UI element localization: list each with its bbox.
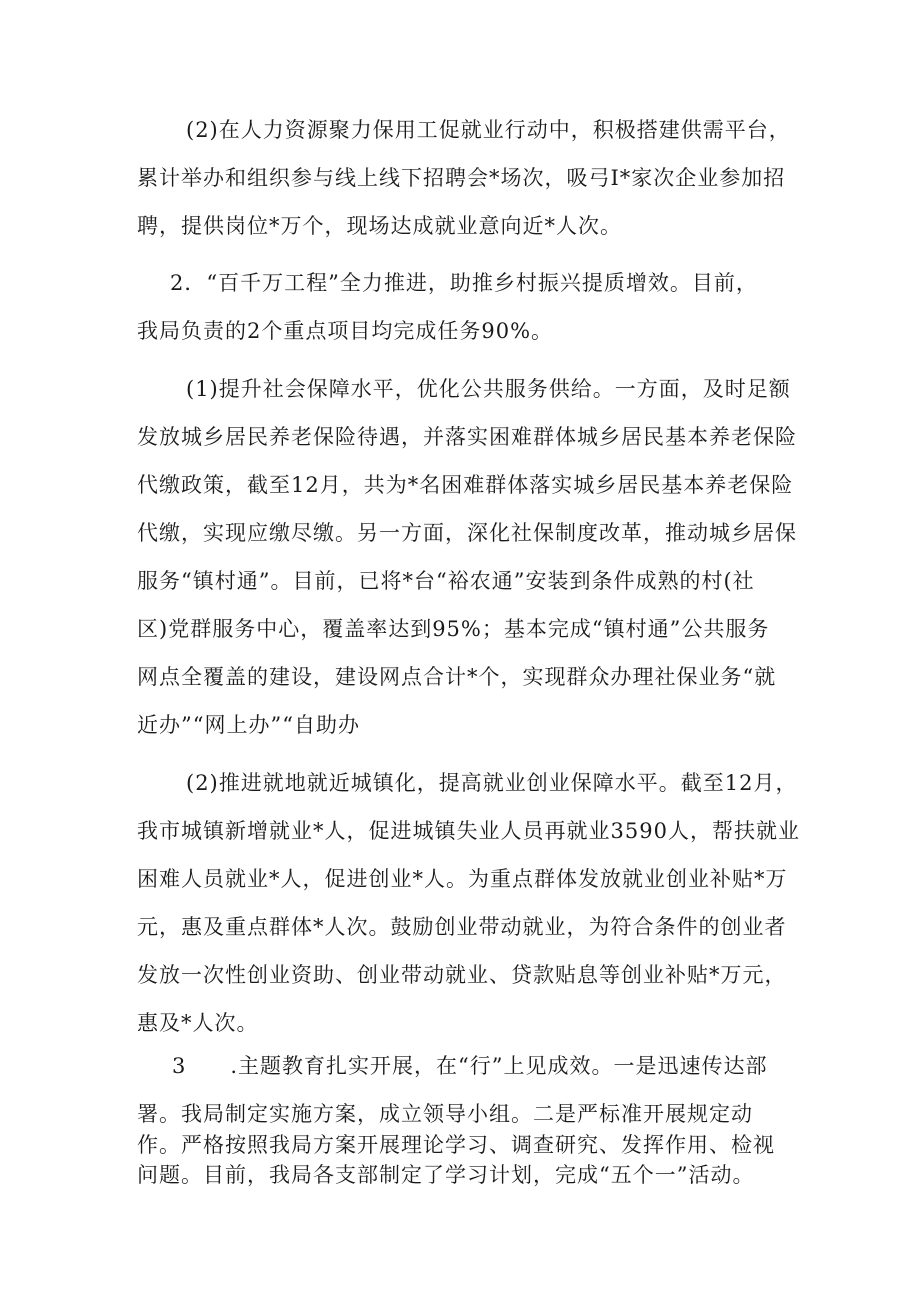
text-line: 代缴政策，截至12月，共为*名困难群体落实城乡居民基本养老保险 bbox=[137, 473, 794, 497]
text-line: 问题。目前，我局各支部制定了学习计划，完成“五个一”活动。 bbox=[137, 1163, 755, 1187]
text-line: 元，惠及重点群体*人次。鼓励创业带动就业，为符合条件的创业者 bbox=[137, 915, 787, 939]
text-line: 3 .主题教育扎实开展，在“行”上见成效。一是迅速传达部 bbox=[172, 1054, 768, 1078]
text-line: 发放城乡居民养老保险待遇，并落实困难群体城乡居民基本养老保险 bbox=[137, 425, 797, 449]
text-line: 代缴，实现应缴尽缴。另一方面，深化社保制度改革，推动城乡居保 bbox=[137, 521, 797, 545]
text-line: 服务“镇村通”。目前，已将*台“裕农通”安装到条件成熟的村(社 bbox=[137, 569, 755, 593]
text-line: 困难人员就业*人，促进创业*人。为重点群体发放就业创业补贴*万 bbox=[137, 867, 788, 891]
text-line: 2．“百千万工程”全力推进，助推乡村振兴提质增效。目前， bbox=[170, 271, 758, 295]
text-line: 累计举办和组织参与线上线下招聘会*场次，吸弓I*家次企业参加招 bbox=[137, 166, 786, 190]
text-line: 网点全覆盖的建设，建设网点合计*个，实现群众办理社保业务“就 bbox=[137, 665, 777, 689]
text-line: 我局负责的2个重点项目均完成任务90%。 bbox=[137, 319, 554, 343]
text-line: 我市城镇新增就业*人，促进城镇失业人员再就业3590人，帮扶就业 bbox=[137, 819, 800, 843]
text-line: (1)提升社会保障水平，优化公共服务供给。一方面，及时足额 bbox=[186, 377, 791, 401]
text-line: 作。严格按照我局方案开展理论学习、调查研究、发挥作用、检视 bbox=[137, 1133, 775, 1157]
text-line: 近办”“网上办”“自助办 bbox=[137, 713, 360, 737]
text-line: 署。我局制定实施方案，成立领导小组。二是严标准开展规定动 bbox=[137, 1102, 753, 1126]
text-line: (2)在人力资源聚力保用工促就业行动中，积极搭建供需平台， bbox=[186, 118, 791, 142]
text-line: 区)党群服务中心，覆盖率达到95%；基本完成“镇村通”公共服务 bbox=[137, 617, 770, 641]
text-line: (2)推进就地就近城镇化，提高就业创业保障水平。截至12月， bbox=[186, 771, 798, 795]
text-line: 惠及*人次。 bbox=[137, 1011, 259, 1035]
text-line: 聘，提供岗位*万个，现场达成就业意向近*人次。 bbox=[137, 214, 622, 238]
text-line: 发放一次性创业资助、创业带动就业、贷款贴息等创业补贴*万元， bbox=[137, 963, 787, 987]
